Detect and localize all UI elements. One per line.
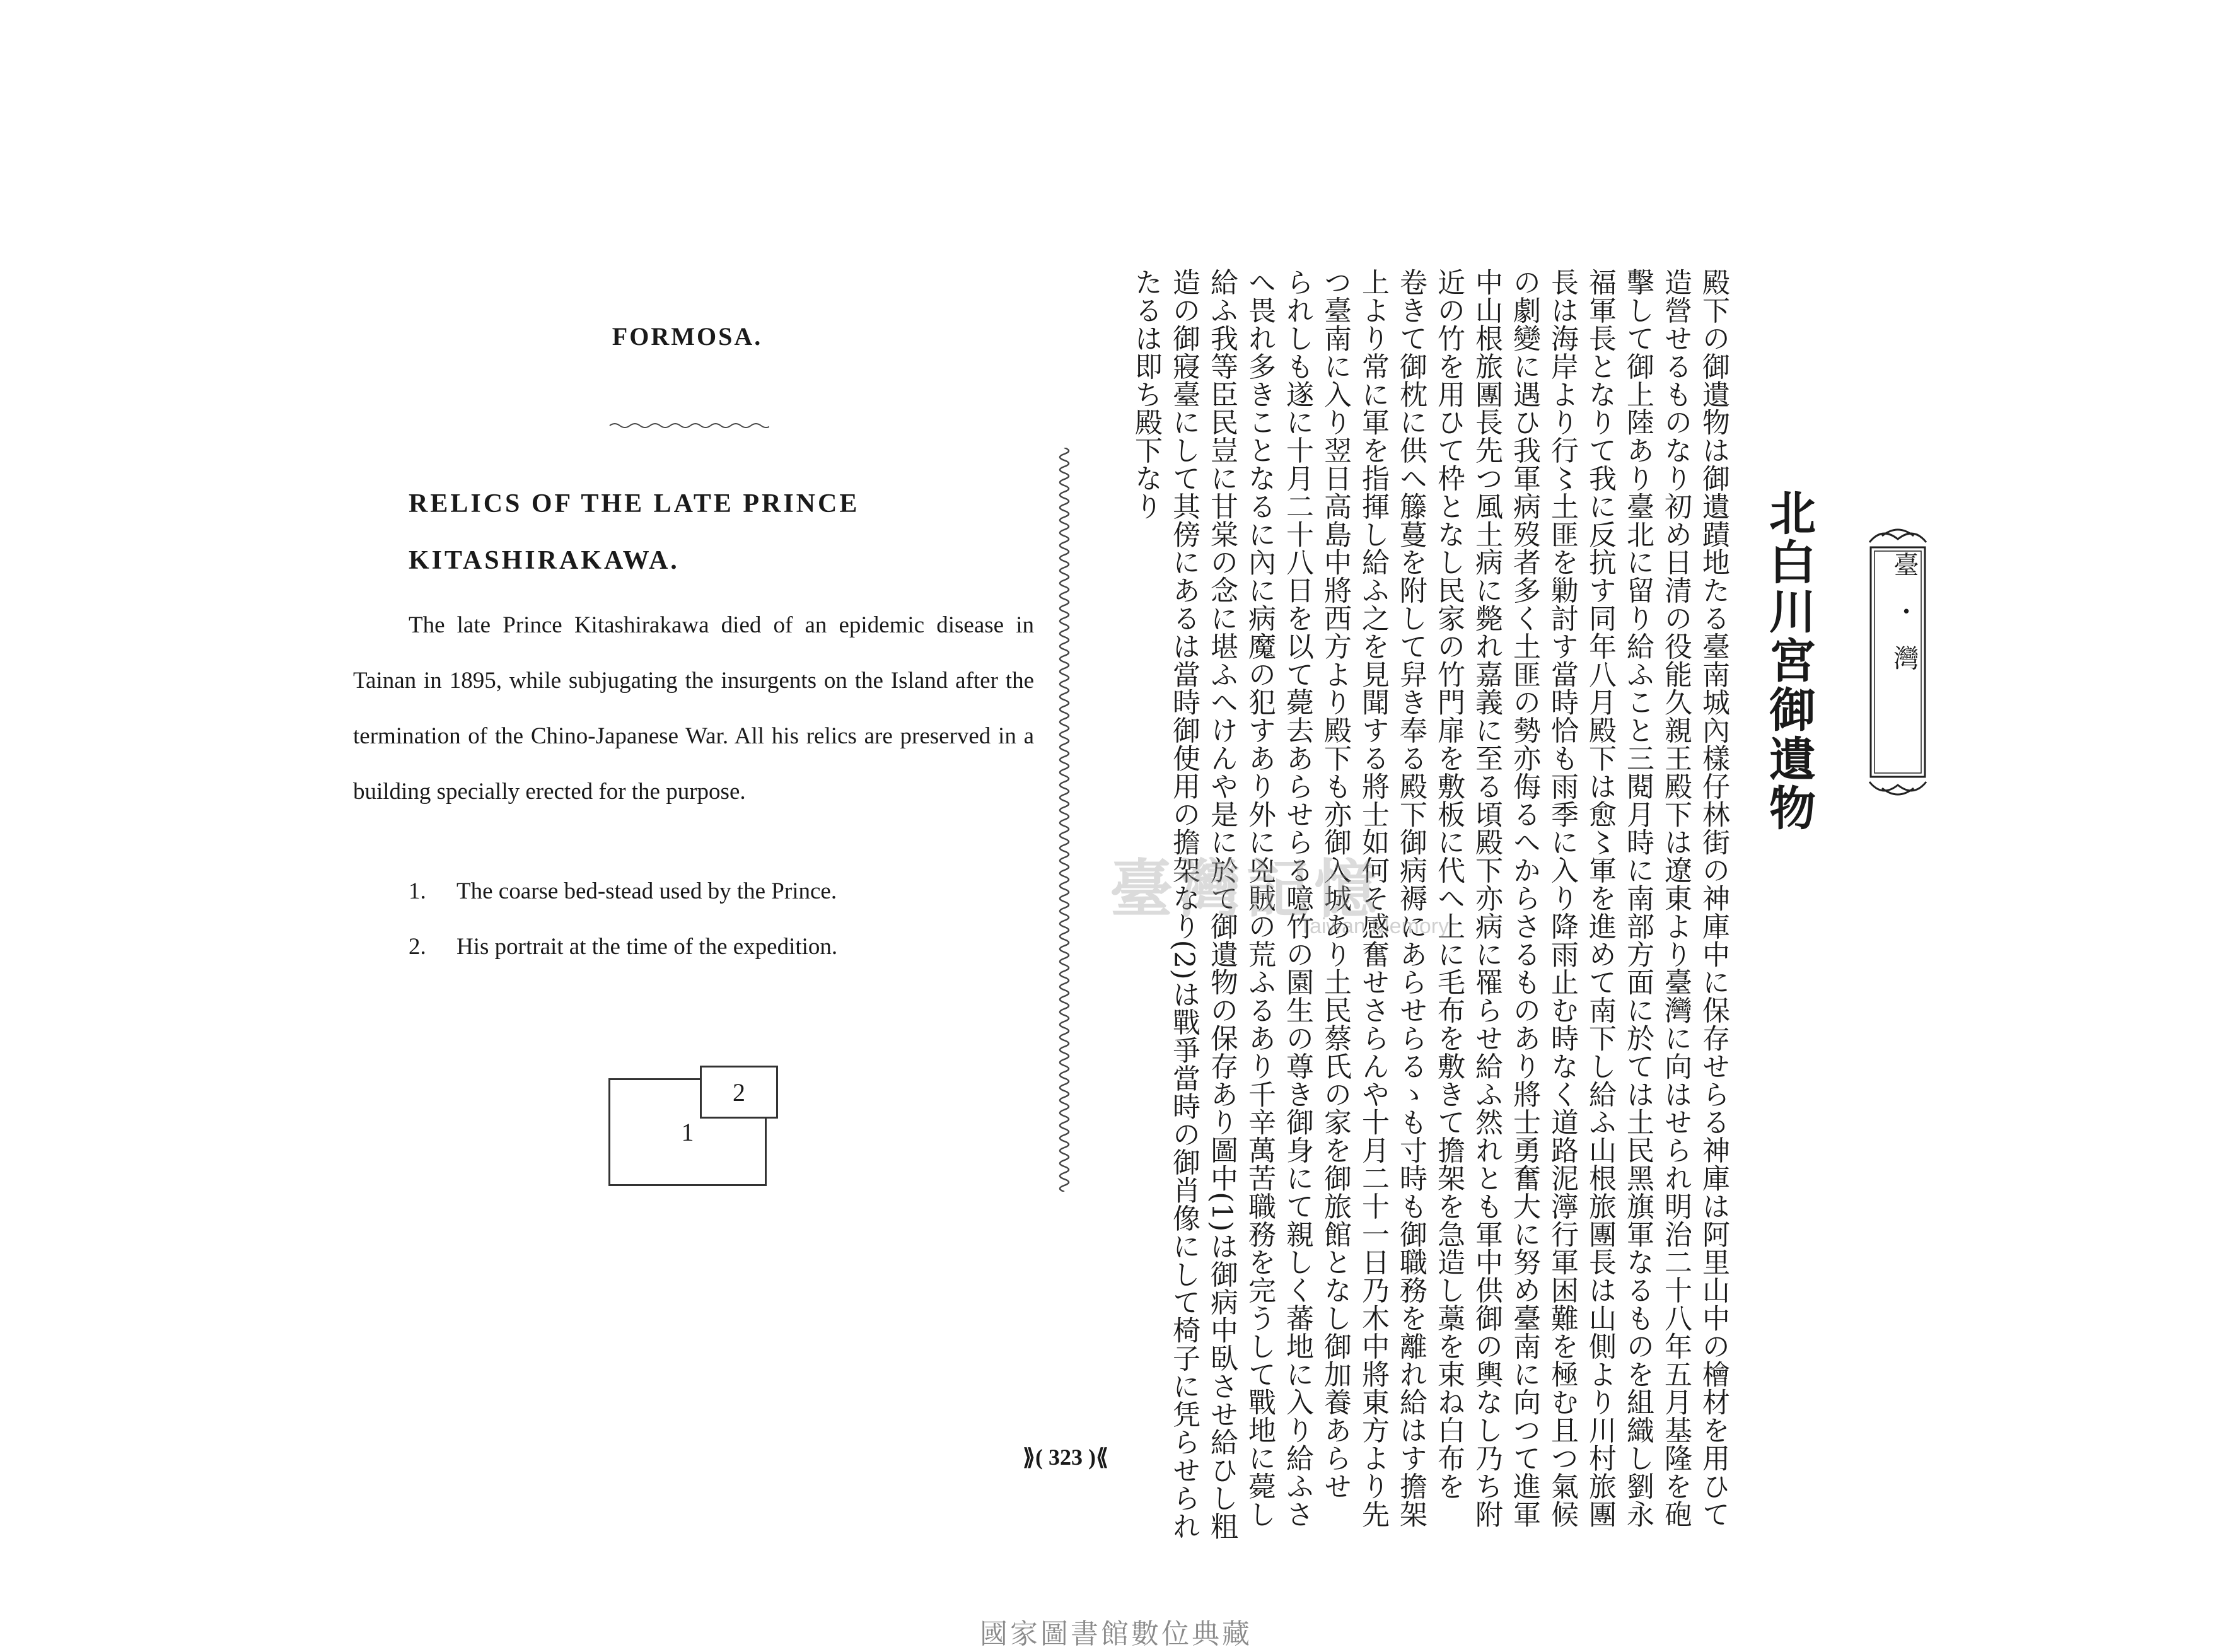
japanese-text-column: 中山根旅團長先つ風土病に斃れ嘉義に至る頃殿下亦病に罹らせ給ふ然れとも軍中供御の輿なし乃ち附 (1470, 268, 1503, 1528)
japanese-text-column: つ臺南に入り翌日高島中將西方より殿下も亦御入城あり土民蔡氏の家を御旅館となし御加養あらせ (1319, 268, 1351, 1500)
list-item-number: 1. (409, 878, 426, 904)
japanese-text-column: られしも遂に十月二十八日を以て薨去あらせらる噫竹の園生の尊き御身にて親しく蕃地に入り給ふさ (1281, 268, 1313, 1528)
japanese-text-column: 近の竹を用ひて枠となし民家の竹門扉を敷板に代へ上に毛布を敷きて擔架を急造し藁を束ね白布を (1433, 268, 1465, 1500)
watermark-english-text: Taiwan Memory (1299, 914, 1450, 938)
section-label (1892, 552, 1917, 673)
list-item-text: The coarse bed-stead used by the Prince. (456, 878, 837, 904)
japanese-text-column: 造の御寢臺にして其傍にあるは當時御使用の擔架なり(2)は戰爭當時の御肖像にして椅子に凭らせられ (1168, 268, 1200, 1540)
japanese-text-column: たるは即ち殿下なり (1130, 268, 1162, 520)
page-number-left-ornament: ⟫( (1022, 1445, 1049, 1470)
english-heading-line1: RELICS OF THE LATE PRINCE (409, 489, 860, 518)
list-item-number: 2. (409, 934, 426, 960)
figure-key-box-1: 1 (608, 1078, 767, 1186)
section-label-top: 臺 (1890, 552, 1919, 579)
japanese-text-column: の劇變に遇ひ我軍病歿者多く土匪の勢亦侮るへからさるものあり將士勇奮大に努め臺南に向つて進軍 (1508, 268, 1540, 1528)
title-ornament (608, 421, 769, 430)
english-heading-line2: KITASHIRAKAWA. (409, 546, 680, 575)
japanese-text-column: 長は海岸より行〻土匪を勦討す當時恰も雨季に入り降雨止む時なく道路泥濘行軍困難を極む且つ氣候 (1546, 268, 1578, 1528)
english-section-title: FORMOSA. (612, 322, 763, 351)
page-number (980, 1444, 1151, 1470)
japanese-text-column: 給ふ我等臣民豈に甘棠の念に堪ふへけんや是に於て御遺物の保存あり圖中(1)は御病中臥させ給ひし粗 (1206, 268, 1238, 1540)
library-footer: 國家圖書館數位典藏 (980, 1618, 1252, 1650)
english-figure-list (409, 864, 1026, 975)
figure-key-box-2: 2 (700, 1066, 778, 1119)
japanese-text-column: 造營せるものなり初め日清の役能久親王殿下は遼東より臺灣に向はせられ明治二十八年五月基隆を砲 (1659, 268, 1692, 1528)
section-label-bottom: 灣 (1890, 645, 1919, 673)
japanese-text-column: 擊して御上陸あり臺北に留り給ふこと三閱月時に南部方面に於ては土民黑旗軍なるものを組織し劉永 (1622, 268, 1654, 1528)
page-number-value: 323 (1049, 1445, 1083, 1470)
watermark (1110, 832, 1450, 958)
japanese-text-column: 福軍長となりて我に反抗す同年八月殿下は愈〻軍を進めて南下し給ふ山根旅團長は山側より川村旅團 (1584, 268, 1616, 1528)
japanese-text-column: 殿下の御遺物は御遺蹟地たる臺南城內樣仔林街の神庫中に保存せらる神庫は阿里山中の檜材を用ひて (1697, 268, 1729, 1528)
english-body-paragraph: The late Prince Kitashirakawa died of an epidemic disease in Tainan in 1895, while subjugating the insurgents on the Island after the termination of the Chino-Japanese War. All his relics are preserved in a building specially erected for the purpose. (353, 612, 1034, 805)
page-number-right-ornament: )⟪ (1083, 1445, 1109, 1470)
japanese-text-column: へ畏れ多きことなるに內に病魔の犯すあり外に兇賊の荒ふるあり千辛萬苦職務を完うして戰地に薨し (1243, 268, 1276, 1528)
column-divider-squiggle (1052, 448, 1077, 1192)
japanese-title: 北白川宮御遺物 (1762, 489, 1816, 833)
japanese-text-column: 上より常に軍を指揮し給ふ之を見聞する將士如何そ感奮せさらんや十月二十一日乃木中將東方より先 (1357, 268, 1389, 1528)
list-item-text: His portrait at the time of the expedition. (456, 934, 838, 960)
watermark-cjk-text: 臺灣記憶 (1110, 852, 1382, 926)
list-item (409, 864, 1026, 919)
list-item (409, 919, 1026, 975)
section-label-dot: ・ (1890, 598, 1919, 626)
japanese-text-column: 卷きて御枕に供へ籐蔓を附して舁き奉る殿下御病褥にあらせらるゝも寸時も御職務を離れ給はす擔架 (1395, 268, 1427, 1528)
